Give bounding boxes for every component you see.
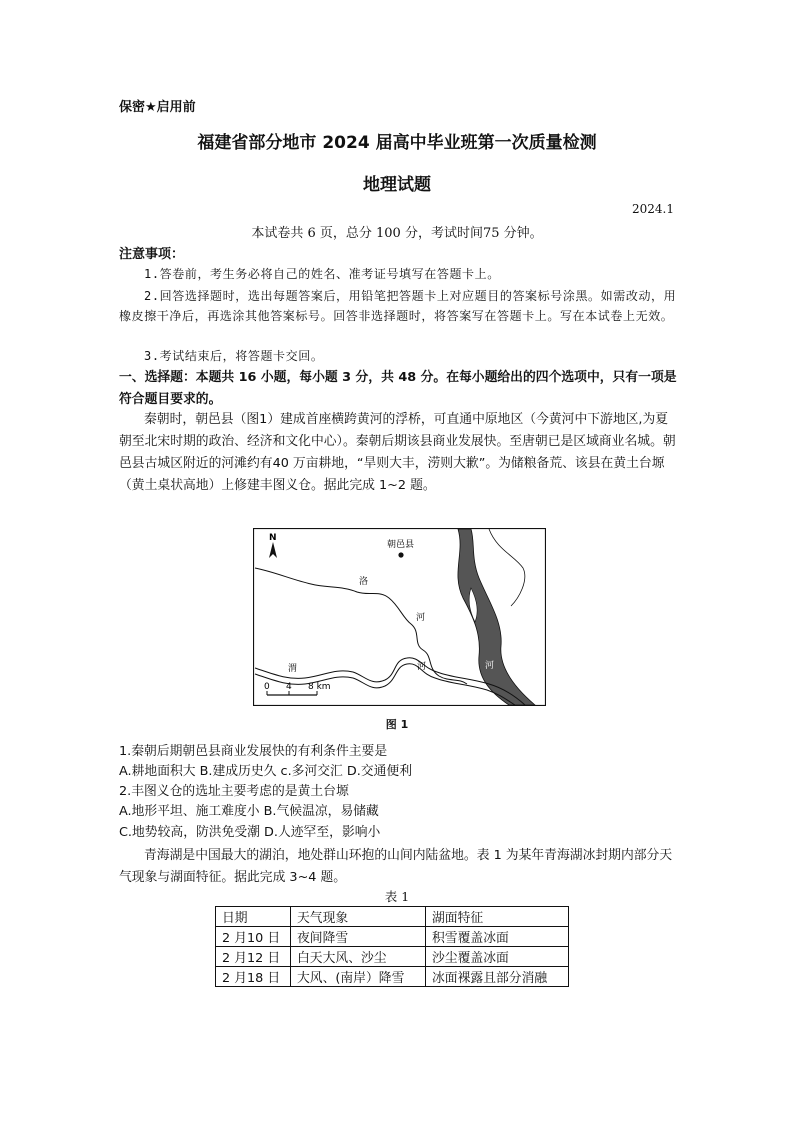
scale-tick-4: 4 <box>286 682 292 692</box>
exam-title: 福建省部分地市 2024 届高中毕业班第一次质量检测 <box>197 133 597 153</box>
county-dot-icon <box>398 552 403 557</box>
table-1 <box>215 906 569 987</box>
question-1-stem: 1.秦朝后期朝邑县商业发展快的有利条件主要是 <box>119 744 388 759</box>
scale-tick-8: 8 km <box>308 682 331 692</box>
notice-item: 2.回答选择题时，选出每题答案后，用铅笔把答题卡上对应题目的答案标号涂黑。如需改动，用橡皮擦干净后，再选涂其他答案标号。回答非选择题时，将答案写在答题卡上。写在本试卷上无效。 <box>119 289 677 323</box>
table-cell: 冰面裸露且部分消融 <box>426 967 569 987</box>
table-cell: 夜间降雪 <box>291 927 426 947</box>
question-2-options-cd: C.地势较高，防洪免受潮 D.人迹罕至，影响小 <box>119 825 381 840</box>
passage-2: 青海湖是中国最大的湖泊，地处群山环抱的山间内陆盆地。表 1 为某年青海湖冰封期内部分天气现象与湖面特征。据此完成 3~4 题。 <box>119 848 673 885</box>
figure-1-map <box>253 528 546 706</box>
passage-1: 秦朝时，朝邑县（图1）建成首座横跨黄河的浮桥，可直通中原地区（今黄河中下游地区,为夏朝至北宋时期的政治、经济和文化中心）。秦朝后期该县商业发展快。至唐朝已是区域商业名城。朝邑县古城区附近的河滩约有40 万亩耕地，“旱则大丰，涝则大歉”。为储粮备荒、该县在黄土台塬（黄土桌状高地）上修建丰图义仓。据此完成 1~2 题。 <box>119 412 676 493</box>
table-header: 湖面特征 <box>426 907 569 927</box>
question-2-options-ab: A.地形平坦、施工难度小 B.气候温凉，易储藏 <box>119 804 379 819</box>
exam-info: 本试卷共 6 页，总分 100 分，考试时间75 分钟。 <box>251 226 543 241</box>
table-cell: 白天大风、沙尘 <box>291 947 426 967</box>
table-header: 日期 <box>216 907 291 927</box>
subject-title: 地理试题 <box>363 175 431 195</box>
scale-tick-0: 0 <box>264 682 270 692</box>
notice-item: 3.考试结束后，将答题卡交回。 <box>144 349 324 363</box>
table-row <box>216 947 569 967</box>
table-cell: 沙尘覆盖冰面 <box>426 947 569 967</box>
wei-river-label-2: 河 <box>417 662 427 672</box>
table-row <box>216 967 569 987</box>
notice-item: 1.答卷前，考生务必将自己的姓名、准考证号填写在答题卡上。 <box>144 267 500 281</box>
luo-river-label-1: 洛 <box>359 577 369 587</box>
table-row <box>216 927 569 947</box>
table-cell: 2 月12 日 <box>216 947 291 967</box>
confidential-mark: 保密★启用前 <box>119 100 196 115</box>
yellow-river-label-2: 河 <box>485 661 495 671</box>
question-1-options: A.耕地面积大 B.建成历史久 c.多河交汇 D.交通便利 <box>119 764 413 779</box>
county-label: 朝邑县 <box>387 540 415 550</box>
exam-date: 2024.1 <box>632 202 674 216</box>
yellow-river-label-1: 黄 <box>481 541 491 551</box>
notice-heading: 注意事项： <box>119 247 185 262</box>
question-2-stem: 2.丰图义仓的选址主要考虑的是黄土台塬 <box>119 784 349 799</box>
table-cell: 2 月18 日 <box>216 967 291 987</box>
table-caption: 表 1 <box>384 889 410 904</box>
figure-caption: 图 1 <box>385 718 409 731</box>
north-label: N <box>269 533 277 543</box>
section-heading: 一、选择题：本题共 16 小题，每小题 3 分，共 48 分。在每小题给出的四个选项中，只有一项是符合题目要求的。 <box>119 370 677 407</box>
table-cell: 2 月10 日 <box>216 927 291 947</box>
wei-river-label-1: 渭 <box>288 664 298 674</box>
table-cell: 积雪覆盖冰面 <box>426 927 569 947</box>
table-header-row <box>216 907 569 927</box>
table-cell: 大风、(南岸）降雪 <box>291 967 426 987</box>
table-header: 天气现象 <box>291 907 426 927</box>
luo-river-label-2: 河 <box>416 613 426 623</box>
